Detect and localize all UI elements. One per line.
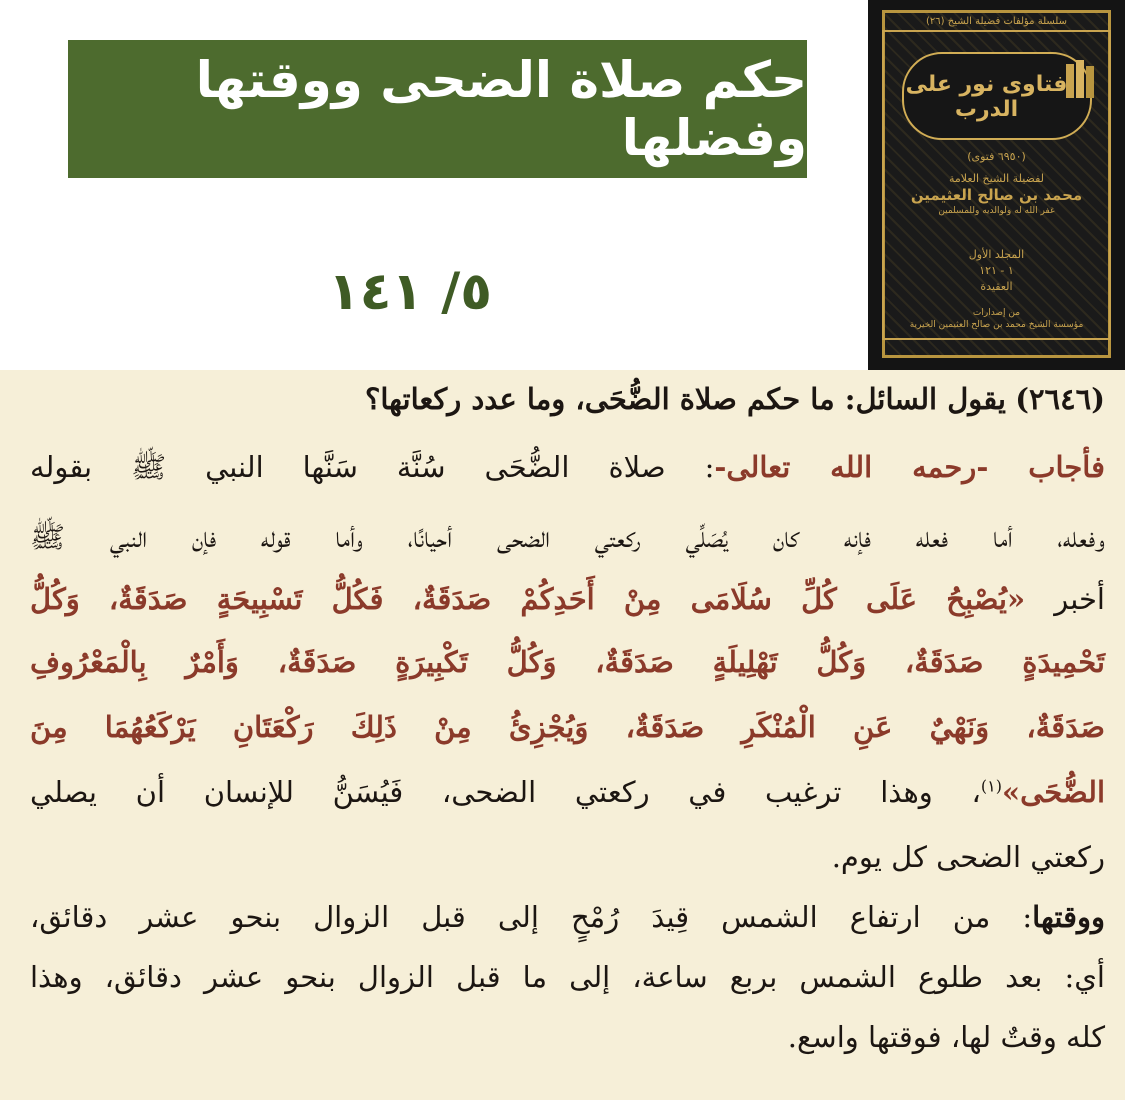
hadith-line-3: صَدَقَةٌ، وَنَهْيٌ عَنِ الْمُنْكَرِ صَدَقَةٌ، وَيُجْزِئُ مِنْ ذَلِكَ رَكْعَتَانِ يَرْكَعُهُمَا مِنَ [30, 710, 1105, 744]
question-lead: يقول السائل [855, 382, 1006, 416]
answer-lead: فأجاب -رحمه الله تعالى- [714, 450, 1105, 484]
book-cover-image [868, 0, 1125, 370]
cover-by-line: لفضيلة الشيخ العلامة [948, 172, 1044, 185]
answer-line-7: ركعتي الضحى كل يوم. [831, 840, 1105, 874]
answer-line-2: وفعله، أما فعله فإنه كان يُصَلِّي ركعتي الضحى أحيانًا، وأما قوله فإن النبي ﷺ [30, 520, 1105, 554]
time-line-3: كله وقتٌ لها، فوقتها واسع. [787, 1020, 1105, 1054]
question-text: : ما حكم صلاة الضُّحَى، وما عدد ركعاتها؟ [364, 382, 856, 416]
question-number: (٢٦٤٦) [1015, 382, 1105, 416]
time-lead: ووقتها [1032, 900, 1105, 934]
answer-line-6 [30, 775, 1105, 809]
question-line [30, 382, 1105, 416]
book-page-scan [0, 370, 1125, 1100]
cover-range: ١ - ١٢١ [979, 264, 1014, 277]
line3-lead: أخبر [1054, 582, 1105, 616]
volume-page-reference: ٥/ ١٤١ [327, 262, 493, 322]
cover-topic: العقيدة [980, 280, 1013, 293]
page-text [30, 370, 1105, 1100]
time-line-1 [30, 900, 1105, 934]
page-title: حكم صلاة الضحى ووقتها وفضلها [195, 51, 807, 167]
cover-publisher-2: مؤسسة الشيخ محمد بن صالح العثيمين الخيرية [909, 320, 1084, 330]
cover-book-title: فتاوى نور على الدرب [905, 72, 1068, 122]
answer-line-1 [30, 450, 1105, 492]
time-text-1: : من ارتفاع الشمس قِيدَ رُمْحٍ إلى قبل الزوال بنحو عشر دقائق، [30, 900, 1033, 934]
cover-fatwa-count: (٦٩٥٠ فتوى) [967, 150, 1026, 163]
cover-series-label: سلسلة مؤلفات فضيلة الشيخ (٢٦) [925, 16, 1067, 27]
answer-text-1: : صلاة الضُّحَى سُنَّة سَنَّها النبي ﷺ بقوله [30, 450, 715, 484]
footnote-mark: (١) [980, 776, 1002, 796]
title-banner [68, 40, 807, 178]
hadith-line-2: تَحْمِيدَةٍ صَدَقَةٌ، وَكُلُّ تَهْلِيلَةٍ صَدَقَةٌ، وَكُلُّ تَكْبِيرَةٍ صَدَقَةٌ، وَأَمْرٌ بِالْمَعْرُوفِ [30, 645, 1105, 679]
hadith-line-1: «يُصْبِحُ عَلَى كُلِّ سُلَامَى مِنْ أَحَدِكُمْ صَدَقَةٌ، فَكُلُّ تَسْبِيحَةٍ صَدَقَةٌ، وَكُلُّ [30, 582, 1055, 616]
hadith-line-4: الضُّحَى» [1001, 775, 1105, 809]
cover-author-note: غفر الله له ولوالديه وللمسلمين [938, 206, 1055, 216]
cover-volume: المجلد الأول [968, 248, 1025, 261]
cover-publisher-1: من إصدارات [972, 308, 1021, 318]
cover-author: محمد بن صالح العثيمين [910, 186, 1083, 204]
answer-text-6: ، وهذا ترغيب في ركعتي الضحى، فَيُسَنُّ للإنسان أن يصلي [30, 775, 981, 809]
time-line-2: أي: بعد طلوع الشمس بربع ساعة، إلى ما قبل الزوال بنحو عشر دقائق، وهذا [30, 960, 1105, 994]
answer-line-3 [30, 582, 1105, 616]
